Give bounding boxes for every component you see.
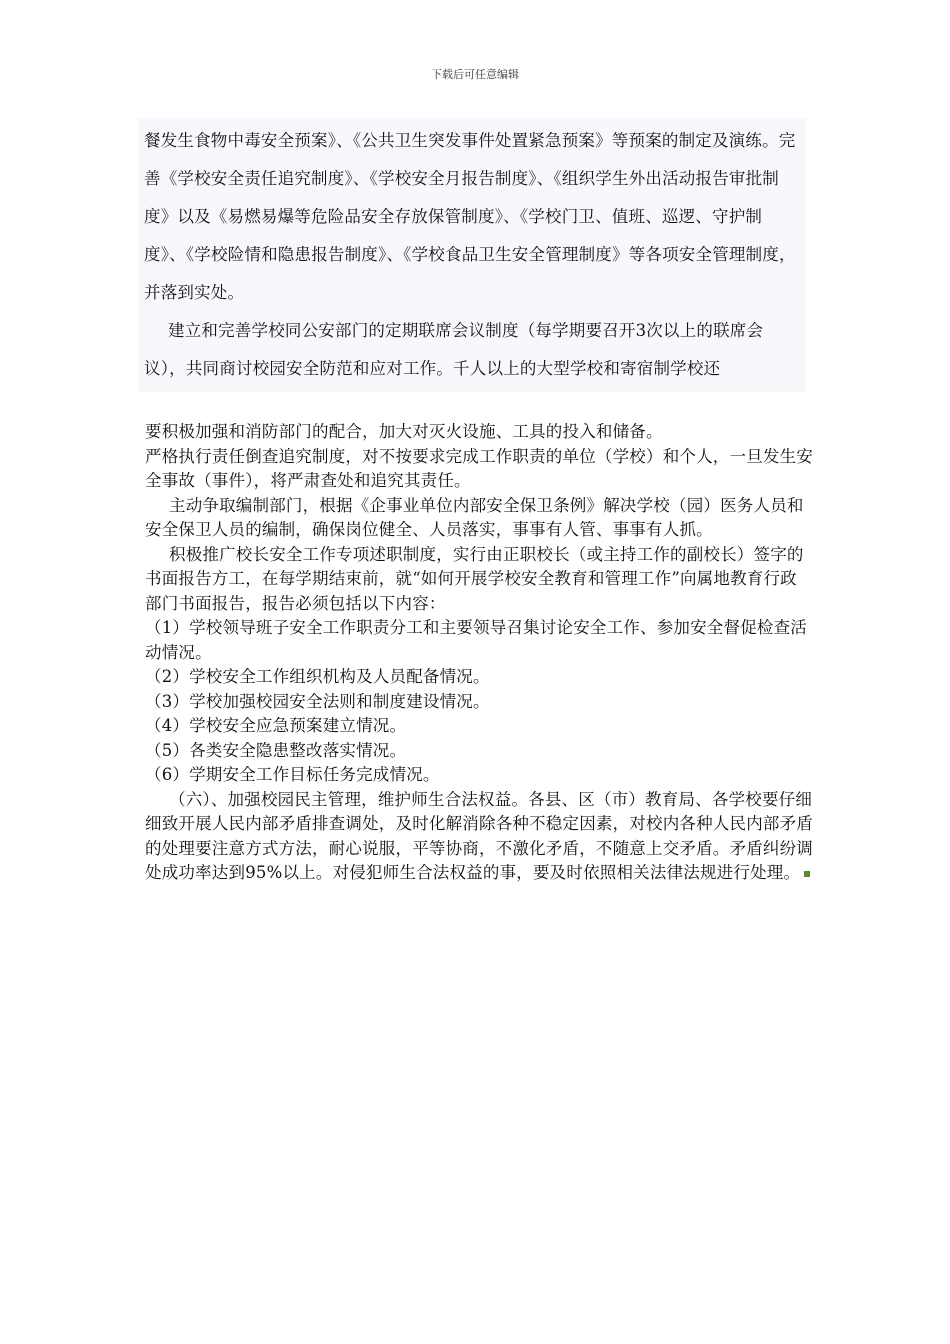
list-item: （1）学校领导班子安全工作职责分工和主要领导召集讨论安全工作、参加安全督促检查活动情况。 [145,618,807,662]
list-item: （2）学校安全工作组织机构及人员配备情况。 [145,667,490,686]
page-header: 下载后可任意编辑 [431,68,519,81]
paragraph: 建立和完善学校同公安部门的定期联席会议制度（每学期要召开3次以上的联席会议），共同商讨校园安全防范和应对工作。千人以上的大型学校和寄宿制学校还 [144,321,764,378]
end-mark-icon [804,871,810,877]
list-item: （6）学期安全工作目标任务完成情况。 [145,765,440,784]
paragraph: 要积极加强和消防部门的配合，加大对灭火设施、工具的投入和储备。 [145,422,663,441]
list-item: （5）各类安全隐患整改落实情况。 [145,740,407,760]
paragraph: 主动争取编制部门，根据《企事业单位内部安全保卫条例》解决学校（园）医务人员和安全保卫人员的编制，确保岗位健全、人员落实，事事有人管、事事有人抓。 [145,495,804,539]
paragraph: 餐发生食物中毒安全预案》、《公共卫生突发事件处置紧急预案》等预案的制定及演练。完善《学校安全责任追究制度》、《学校安全月报告制度》、《组织学生外出活动报告审批制度》以及《易燃易爆等危险品安全存放保管制度》、《学校门卫、值班、巡逻、守护制度》、《学校险情和隐患报告制度》、《学校食品卫生安全管理制度》等各项安全管理制度，并落到实处。 [144,131,796,302]
paragraph: 严格执行责任倒查追究制度，对不按要求完成工作职责的单位（学校）和个人，一旦发生安全事故（事件），将严肃查处和追究其责任。 [145,446,813,490]
highlighted-text-block [138,118,806,392]
paragraph-text: （六）、加强校园民主管理，维护师生合法权益。各县、区（市）教育局、各学校要仔细细致开展人民内部矛盾排查调处，及时化解消除各种不稳定因素，对校内各种人民内部矛盾的处理要注意方式方法，耐心说服，平等协商，不激化矛盾，不随意上交矛盾。矛盾纠纷调处成功率达到95%以上。对侵犯师生合法权益的事，要及时依照相关法律法规进行处理。 [145,789,813,882]
list-item: （3）学校加强校园安全法则和制度建设情况。 [145,691,490,711]
list-item: （4）学校安全应急预案建立情况。 [145,716,407,735]
paragraph [145,788,813,886]
paragraph: 积极推广校长安全工作专项述职制度，实行由正职校长（或主持工作的副校长）签字的书面报告方工，在每学期结束前，就“如何开展学校安全教育和管理工作”向属地教育行政部门书面报告，报告必须包括以下内容： [145,544,804,613]
body-text-block [145,420,813,886]
